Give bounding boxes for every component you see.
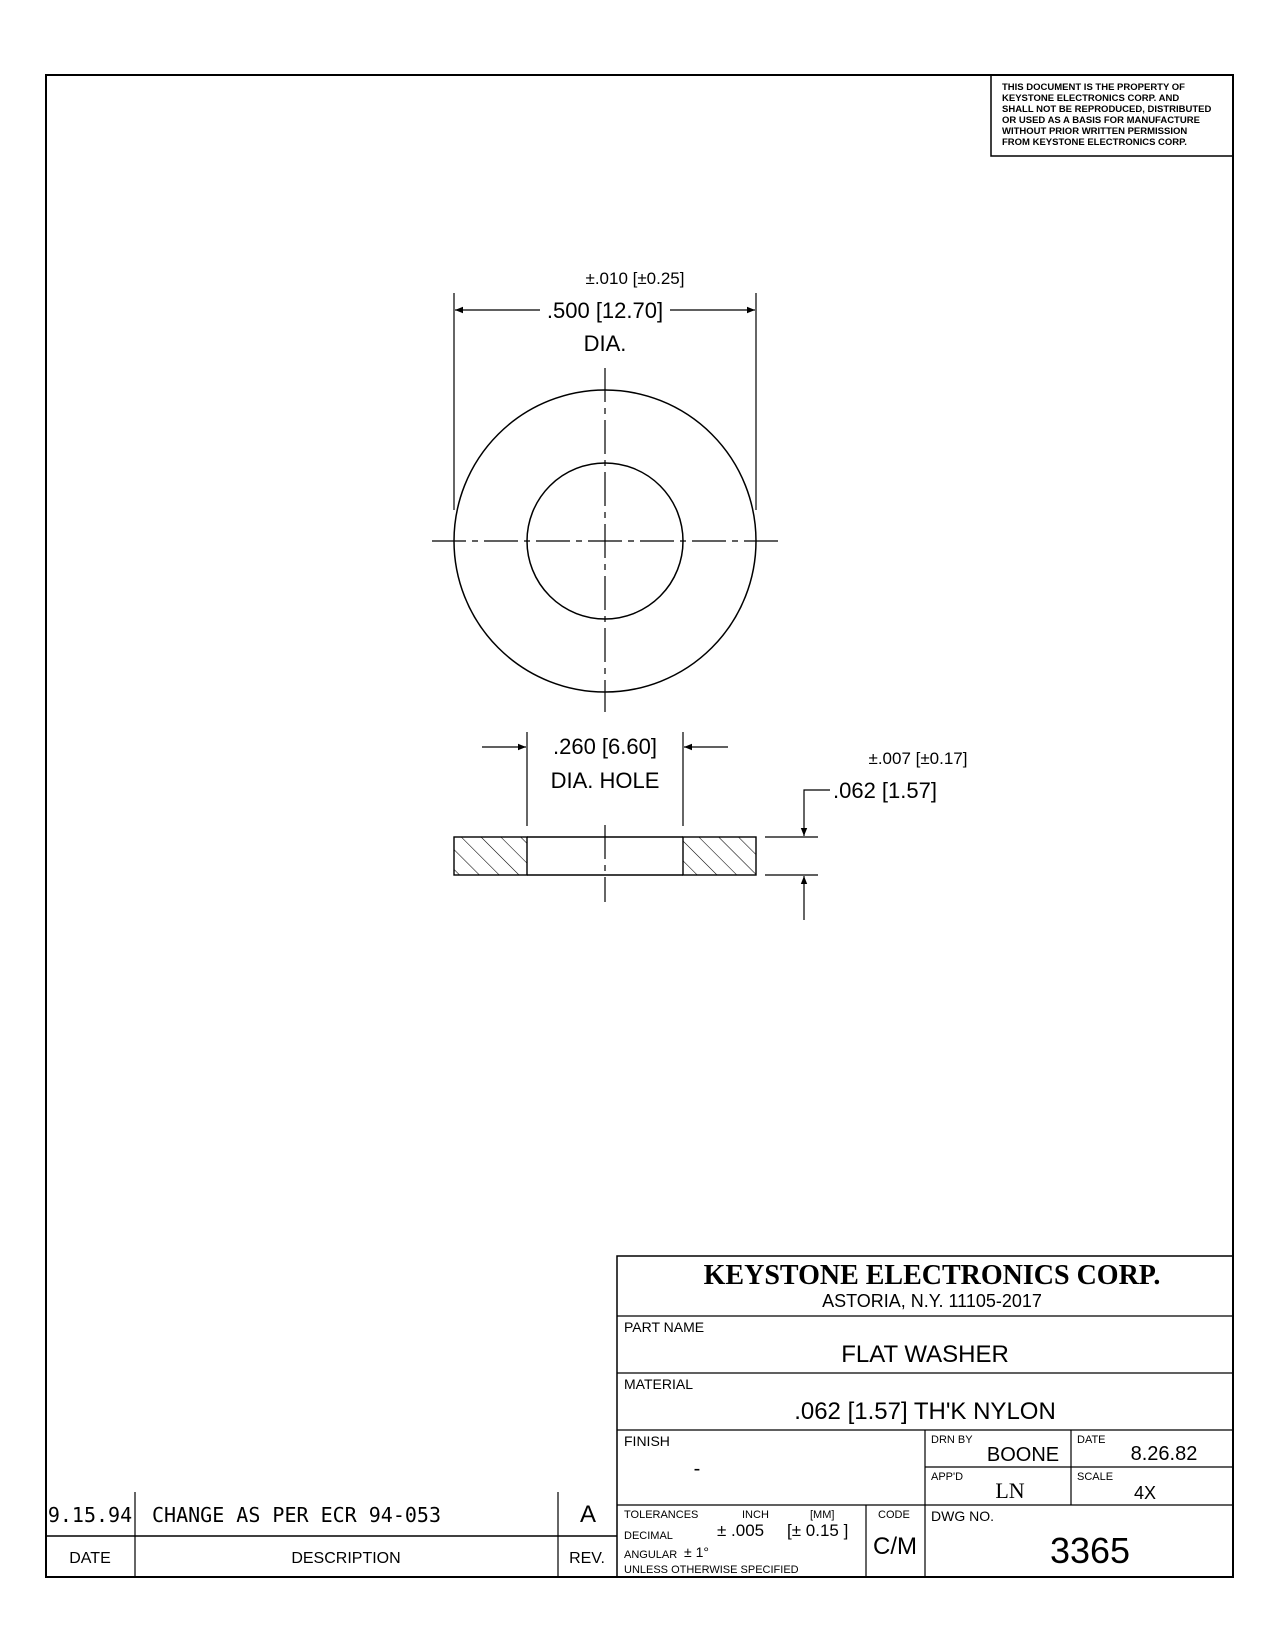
angular-label: ANGULAR xyxy=(624,1549,678,1561)
thickness-dimension xyxy=(765,790,830,920)
date-label: DATE xyxy=(1077,1434,1106,1446)
revision-letter: A xyxy=(579,1501,597,1528)
material-label: MATERIAL xyxy=(624,1376,693,1392)
company-name: KEYSTONE ELECTRONICS CORP. xyxy=(703,1260,1161,1291)
notice-line: OR USED AS A BASIS FOR MANUFACTURE xyxy=(1002,115,1200,126)
hole-diameter-label: DIA. HOLE xyxy=(550,768,660,793)
decimal-label: DECIMAL xyxy=(624,1530,673,1542)
scale-value: 4X xyxy=(1133,1483,1157,1503)
washer-top-view xyxy=(432,368,778,712)
angular-value: ± 1° xyxy=(684,1544,709,1560)
dwg-no-value: 3365 xyxy=(1049,1530,1131,1571)
notice-line: FROM KEYSTONE ELECTRONICS CORP. xyxy=(1002,137,1187,148)
material-value: .062 [1.57] TH'K NYLON xyxy=(794,1398,1056,1425)
thickness-tolerance: ±.007 [±0.17] xyxy=(868,749,968,768)
appd-label: APP'D xyxy=(931,1471,964,1483)
notice-line: KEYSTONE ELECTRONICS CORP. AND xyxy=(1002,93,1180,104)
drn-by-value: BOONE xyxy=(986,1444,1060,1466)
revision-header-date: DATE xyxy=(69,1550,111,1567)
decimal-mm-value: [± 0.15 ] xyxy=(787,1521,849,1540)
revision-header-description: DESCRIPTION xyxy=(291,1550,401,1567)
drn-by-label: DRN BY xyxy=(931,1434,973,1446)
decimal-inch-value: ± .005 xyxy=(717,1521,765,1540)
notice-line: THIS DOCUMENT IS THE PROPERTY OF xyxy=(1002,82,1185,93)
dwg-no-label: DWG NO. xyxy=(931,1508,994,1524)
inch-label: INCH xyxy=(742,1509,769,1521)
finish-label: FINISH xyxy=(624,1433,670,1449)
washer-section-view xyxy=(454,825,756,902)
revision-date: 9.15.94 xyxy=(47,1503,133,1527)
notice-line: WITHOUT PRIOR WRITTEN PERMISSION xyxy=(1002,126,1188,137)
revision-description: CHANGE AS PER ECR 94-053 xyxy=(152,1503,441,1527)
unless-specified-label: UNLESS OTHERWISE SPECIFIED xyxy=(624,1564,799,1576)
thickness-leader xyxy=(804,790,830,836)
hole-diameter-value: .260 [6.60] xyxy=(553,734,657,759)
company-address: ASTORIA, N.Y. 11105-2017 xyxy=(822,1291,1042,1311)
proprietary-notice xyxy=(991,75,1233,156)
mm-label: [MM] xyxy=(810,1509,835,1521)
part-name-value: FLAT WASHER xyxy=(841,1341,1009,1368)
revision-header-rev: REV. xyxy=(569,1550,605,1567)
thickness-value: .062 [1.57] xyxy=(833,778,937,803)
notice-line: SHALL NOT BE REPRODUCED, DISTRIBUTED xyxy=(1002,104,1212,115)
outer-diameter-tolerance: ±.010 [±0.25] xyxy=(585,269,685,288)
part-name-label: PART NAME xyxy=(624,1319,705,1335)
appd-value: LN xyxy=(995,1478,1025,1503)
outer-diameter-label: DIA. xyxy=(583,331,627,356)
scale-label: SCALE xyxy=(1077,1471,1114,1483)
section-hatch-left xyxy=(454,837,527,875)
code-value: C/M xyxy=(873,1533,917,1560)
section-hatch-right xyxy=(683,837,756,875)
date-value: 8.26.82 xyxy=(1130,1443,1198,1465)
tolerances-label: TOLERANCES xyxy=(624,1509,699,1521)
finish-value: - xyxy=(693,1458,701,1480)
code-label: CODE xyxy=(878,1509,910,1521)
outer-diameter-value: .500 [12.70] xyxy=(546,298,664,323)
